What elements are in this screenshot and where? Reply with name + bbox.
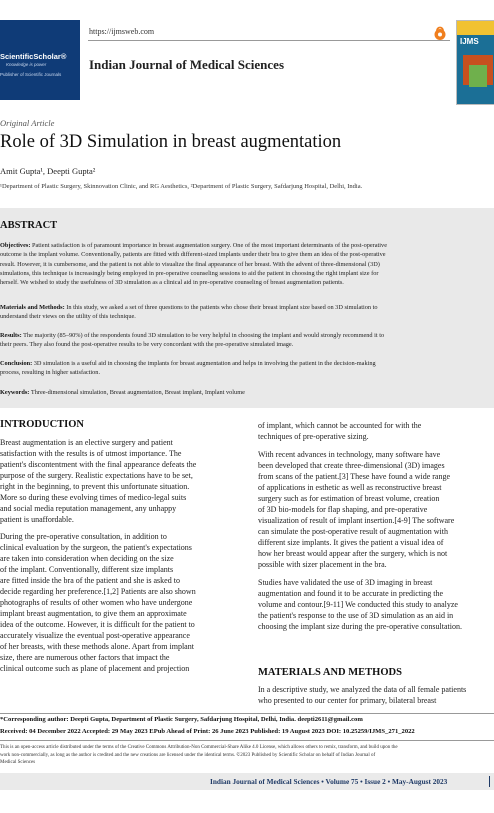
body-line: who presented to our center for primary, bilateral breast: [258, 696, 437, 705]
results-label: Results:: [0, 332, 22, 339]
abstract-methods: [0, 303, 494, 322]
body-line: the patient's response to the use of 3D simulation as an aid in: [258, 611, 454, 620]
cover-band: [457, 21, 494, 35]
publisher-tagline: Knowledge is power: [6, 62, 47, 67]
methods-heading: MATERIALS AND METHODS: [258, 667, 402, 678]
abstract-keywords: [0, 388, 494, 397]
body-line: visualization of result of implant insertion.[4-9] The software: [258, 516, 455, 525]
body-line: idea of the outcome. However, it is difficult for the patient to: [0, 620, 195, 629]
abstract-line: Patient satisfaction is of paramount importance in breast augmentation surgery. One of the most important determinants of the post-operative: [30, 242, 387, 249]
article-title: Role of 3D Simulation in breast augmentation: [0, 132, 342, 152]
paragraph-gap: [258, 570, 494, 577]
body-line: of her breasts, with these methods alone. Apart from implant: [0, 642, 194, 651]
body-line: can simulate the post-operative result of augmentation with: [258, 527, 448, 536]
license-line: Medical Sciences: [0, 760, 36, 765]
body-line: from scans of the patient.[3] These have found a wide range: [258, 472, 451, 481]
abstract-objectives: [0, 241, 494, 287]
license-line: This is an open-access article distributed under the terms of the Creative Commons Attribution-Non Commercial-Share Alike 4.0 License, which allows others to remix, transform, and build upon the: [0, 745, 398, 750]
body-line: been developed that create three-dimensional (3D) images: [258, 461, 445, 470]
header-divider: [88, 40, 450, 41]
journal-cover-thumbnail: [456, 20, 494, 105]
body-line: accurately visualize the eventual post-operative appearance: [0, 631, 190, 640]
publisher-subtitle: Publisher of Scientific Journals: [0, 72, 62, 77]
abstract-line: outcome is the implant volume. Conventionally, patients are fitted with different-sized implants under their bra to give them an idea of the post-operative: [0, 251, 386, 259]
body-line: In a descriptive study, we analyzed the data of all female patients: [258, 685, 467, 694]
body-line: techniques of pre-operative sizing.: [258, 432, 369, 441]
body-line: are taken into consideration when deciding on the size: [0, 554, 174, 563]
body-line: are fitted inside the bra of the patient and she is asked to: [0, 576, 180, 585]
body-left-column: [0, 437, 242, 674]
body-line: augmentation and found it to be accurate in predicting the: [258, 589, 444, 598]
abstract-line: In this study, we asked a set of three questions to the patients who chose their breast implant size based on 3D simulation to: [64, 304, 378, 311]
article-type: Original Article: [0, 118, 55, 128]
article-authors: Amit Gupta¹, Deepti Gupta²: [0, 166, 96, 176]
footer-separator: [489, 776, 490, 787]
abstract-line: understand their views on the utility of this technique.: [0, 313, 136, 321]
abstract-line: simulations, this technique is increasingly being employed in pre-operative counseling sessions to aid the patient in choosing the right implant size for: [0, 269, 379, 277]
body-line: decide regarding her preference.[1,2] Patients are also shown: [0, 587, 196, 596]
paragraph-gap: [258, 442, 494, 449]
body-line: volume and contour.[9-11] We conducted this study to analyze: [258, 600, 458, 609]
cover-image-inset: [469, 65, 487, 87]
body-line: of 3D bio-models for flap shaping, and pre-operative: [258, 505, 428, 514]
introduction-heading: INTRODUCTION: [0, 419, 85, 430]
abstract-line: The majority (85–90%) of the respondents found 3D simulation to be very helpful in choosing the implant and would strongly recommend it to: [21, 332, 385, 339]
abstract-line: their peers. They also found the post-operative results to be very concordant with the pre-operative simulated image.: [0, 341, 294, 349]
publication-dates: Received: 04 December 2022 Accepted: 29 May 2023 EPub Ahead of Print: 26 June 2023 Published: 19 August 2023 DOI: 10.25259/IJMS_271_2022: [0, 728, 415, 735]
license-notice: [0, 744, 494, 767]
abstract-results: [0, 331, 494, 350]
abstract-conclusion: [0, 359, 494, 378]
body-right-column: [258, 420, 494, 632]
body-line: choosing the implant size during the pre-operative consultation.: [258, 622, 462, 631]
body-line: clinical outcome such as plane of placement and projection: [0, 664, 190, 673]
conclusion-label: Conclusion:: [0, 360, 33, 367]
publisher-name: ScientificScholar®: [0, 52, 67, 61]
methods-text: [258, 684, 494, 706]
body-line: With recent advances in technology, many software have: [258, 450, 441, 459]
abstract-line: result. However, it is cumbersome, and the patient is not able to visualize the final appearance of her breast. With the advent of three-dimensional (3D): [0, 260, 380, 268]
journal-title: Indian Journal of Medical Sciences: [89, 57, 285, 72]
body-line: patient's discontentment with the final appearance defeats the: [0, 460, 197, 469]
keywords-text: Three-dimensional simulation, Breast augmentation, Breast implant, Implant volume: [29, 389, 245, 396]
open-access-icon: [432, 25, 448, 41]
body-line: Breast augmentation is an elective surgery and patient: [0, 438, 173, 447]
body-line: surgery such as for estimation of breast volume, creation: [258, 494, 440, 503]
body-line: different size implants. It gives the patient a visual idea of: [258, 538, 444, 547]
body-line: satisfaction with the results is of utmost importance. The: [0, 449, 182, 458]
license-line: work non-commercially, as long as the author is credited and the new creations are licensed under the identical terms. ©2023 Published by Scientific Scholar on behalf of Indian Journal of: [0, 752, 376, 758]
body-line: right in the beginning, to prevent this unfortunate situation.: [0, 482, 190, 491]
objectives-label: Objectives:: [0, 242, 31, 249]
author-affiliations: ¹Department of Plastic Surgery, Skinnovation Clinic, and RG Aesthetics, ²Department of Plastic Surgery, Safdarjung Hospital, Delhi, India.: [0, 183, 363, 190]
journal-url[interactable]: https://ijmsweb.com: [89, 27, 155, 36]
body-line: how her breast would appear after the surgery, which is not: [258, 549, 448, 558]
body-line: of implant, which cannot be accounted for with the: [258, 421, 422, 430]
body-line: purpose of the surgery. Realistic expectations have to be set,: [0, 471, 193, 480]
corresponding-author-text: *Corresponding author: Deepti Gupta, Department of Plastic Surgery, Safdarjung Hospital, Delhi, India. deepti2611@gmail.com: [0, 716, 363, 723]
keywords-label: Keywords:: [0, 389, 30, 396]
body-line: patient is unaffordable.: [0, 515, 74, 524]
body-line: clinical evaluation by the surgeon, the patient's expectations: [0, 543, 192, 552]
body-line: possible with sizer placement in the bra.: [258, 560, 387, 569]
body-line: implant breast augmentation, to give them an approximate: [0, 609, 187, 618]
abstract-line: herself. We wished to study the usefulness of 3D simulation as a clinical aid in pre-operative counseling of breast augmentation patients.: [0, 279, 344, 287]
abstract-heading: ABSTRACT: [0, 220, 58, 231]
dates-divider: [0, 740, 494, 741]
body-line: More so during these evolving times of medico-legal suits: [0, 493, 187, 502]
body-line: Studies have validated the use of 3D imaging in breast: [258, 578, 433, 587]
corresponding-author: [0, 716, 363, 723]
body-line: of the implant. Conventionally, different size implants: [0, 565, 174, 574]
abstract-line: process, resulting in higher satisfaction.: [0, 369, 101, 377]
journal-issue-info: Indian Journal of Medical Sciences • Volume 75 • Issue 2 • May-August 2023: [210, 777, 448, 786]
body-line: During the pre-operative consultation, in addition to: [0, 532, 167, 541]
body-line: of applications in esthetic as well as reconstructive breast: [258, 483, 442, 492]
footer-divider: [0, 713, 494, 714]
body-line: and social media reputation management, any unhappy: [0, 504, 177, 513]
methods-label: Materials and Methods:: [0, 304, 65, 311]
body-line: photographs of results of other women who have undergone: [0, 598, 193, 607]
cover-title: IJMS: [460, 37, 479, 46]
body-line: size, there are numerous other factors that impact the: [0, 653, 170, 662]
abstract-line: 3D simulation is a useful aid in choosing the implants for breast augmentation and helps in involving the patient in the decision-making: [32, 360, 376, 367]
